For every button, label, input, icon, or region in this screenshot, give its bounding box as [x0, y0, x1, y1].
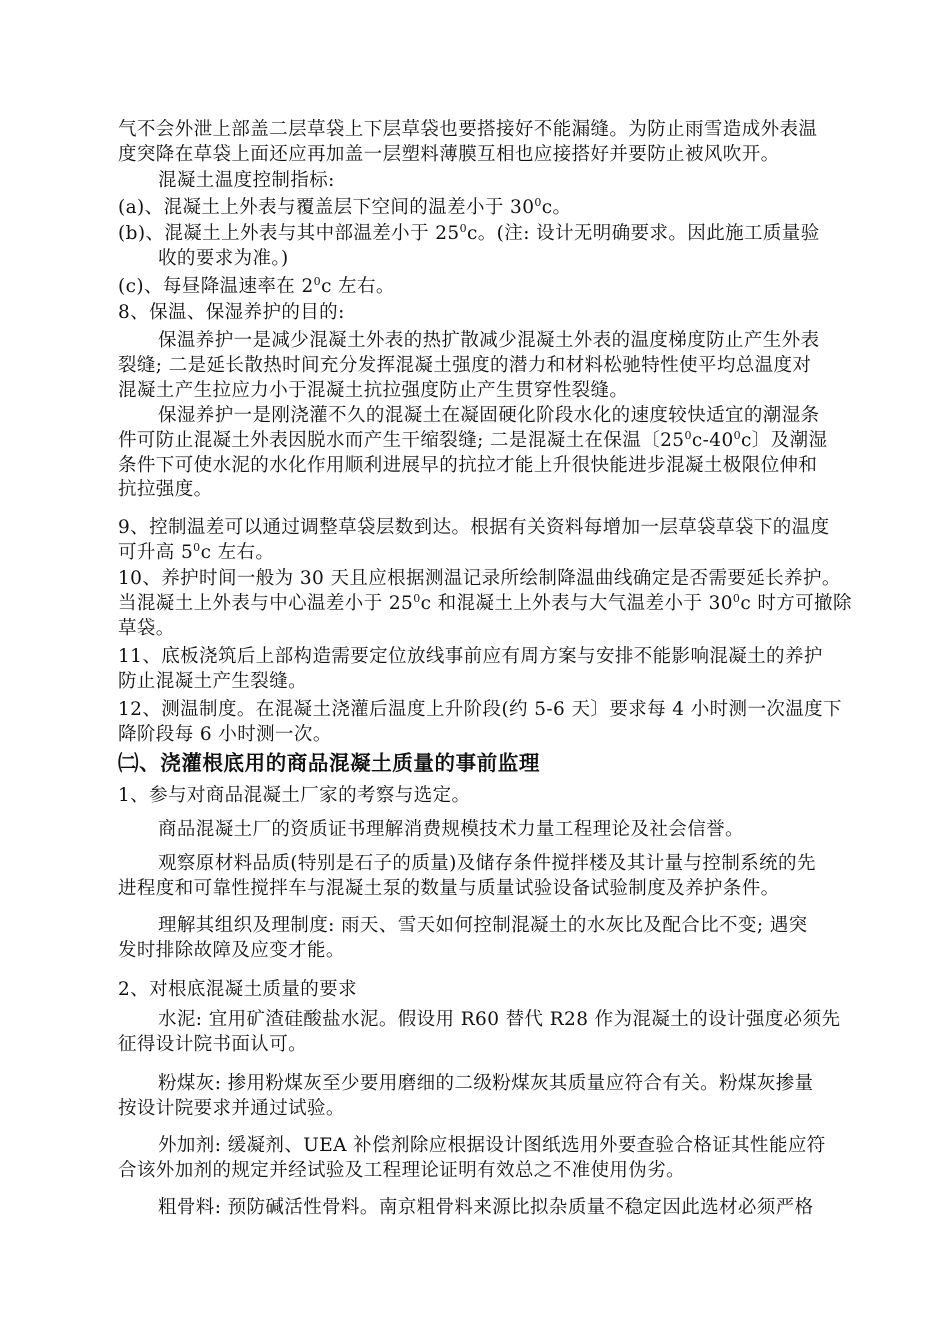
paragraph — [118, 1008, 841, 1058]
text-line: 10、养护时间一般为 30 天且应根据测温记录所绘制降温曲线确定是否需要延长养护。 — [118, 568, 841, 589]
text-line: 商品混凝土厂的资质证书理解消费规模技术力量工程理论及社会信誉。 — [158, 819, 744, 840]
text-line: 抗拉强度。 — [118, 479, 213, 501]
text-line: 件可防止混凝土外表因脱水而产生干缩裂缝; 二是混凝土在保温〔$25^0c-40^0c$〕及潮湿 — [118, 428, 828, 451]
section-heading — [118, 750, 834, 776]
text-line: 混凝土产生拉应力小于混凝土抗拉强度防止产生贯穿性裂缝。 — [118, 379, 629, 401]
text-line: 降阶段每 6 小时测一次。 — [118, 723, 332, 745]
text-line: 外加剂: 缓凝剂、UEA 补偿剂除应根据设计图纸选用外要查验合格证其性能应符 — [158, 1135, 826, 1156]
paragraph — [118, 1134, 834, 1184]
text-line: 度突降在草袋上面还应再加盖一层塑料薄膜互相也应接搭好并要防止被风吹开。 — [118, 143, 780, 165]
paragraph — [118, 118, 834, 168]
text-line: 1、参与对商品混凝土厂家的考察与选定。 — [118, 785, 471, 806]
paragraph — [118, 1196, 834, 1221]
text-line: 收的要求为准。) — [158, 247, 289, 269]
paragraph — [118, 404, 834, 503]
text-line: 当混凝土上外表与中心温差小于 $25^0c$ 和混凝土上外表与大气温差小于 $30^0c$ 时方可撤除 — [118, 591, 852, 614]
text-line: 11、底板浇筑后上部构造需要定位放线事前应有周方案与安排不能影响混凝土的养护 — [118, 646, 823, 667]
text-line: 气不会外泄上部盖二层草袋上下层草袋也要搭接好不能漏缝。为防止雨雪造成外表温 — [118, 119, 818, 140]
paragraph — [118, 978, 834, 1003]
text-line: 进程度和可靠性搅拌车与混凝土泵的数量与质量试验设备试验制度及养护条件。 — [118, 877, 780, 899]
text-line: (b)、混凝土上外表与其中部温差小于 $25^0c$。(注: 设计无明确要求。因此施工质量验 — [118, 222, 820, 244]
text-line: 9、控制温差可以通过调整草袋层数到达。根据有关资料每增加一层草袋草袋下的温度 — [118, 517, 830, 538]
text-line: 2、对根底混凝土质量的要求 — [118, 979, 357, 1000]
text-line: 可升高 $5^0c$ 左右。 — [118, 540, 275, 563]
paragraph — [118, 329, 834, 403]
text-line: 防止混凝土产生裂缝。 — [118, 670, 308, 692]
text-line: 发时排除故障及应变才能。 — [118, 939, 345, 961]
paragraph — [118, 698, 842, 748]
text-line: (a)、混凝土上外表与覆盖层下空间的温差小于 $30^0c$。 — [118, 196, 572, 218]
text-line: 按设计院要求并通过试验。 — [118, 1097, 345, 1119]
paragraph — [118, 1072, 834, 1122]
text-line: 条件下可使水泥的水化作用顺利进展早的抗拉才能上升很快能进步混凝土极限位伸和 — [118, 454, 818, 476]
text-line: 保湿养护一是刚浇灌不久的混凝土在凝固硬化阶段水化的速度较快适宜的潮湿条 — [158, 405, 820, 426]
paragraph — [118, 222, 834, 272]
paragraph — [118, 914, 834, 964]
text-line: 合该外加剂的规定并经试验及工程理论证明有效总之不准使用伪劣。 — [118, 1159, 686, 1181]
text-line: 征得设计院书面认可。 — [118, 1033, 308, 1055]
paragraph — [118, 275, 834, 300]
text-line: 裂缝; 二是延长散热时间充分发挥混凝土强度的潜力和材料松驰特性使平均总温度对 — [118, 354, 812, 376]
text-line: 草袋。 — [118, 617, 175, 639]
text-line: 理解其组织及理制度: 雨天、雪天如何控制混凝土的水灰比及配合比不变; 遇突 — [158, 915, 808, 936]
text-line: 粉煤灰: 掺用粉煤灰至少要用磨细的二级粉煤灰其质量应符合有关。粉煤灰掺量 — [158, 1073, 814, 1094]
paragraph — [118, 196, 834, 221]
paragraph — [118, 567, 852, 641]
text-line: 8、保温、保湿养护的目的: — [118, 302, 345, 323]
text-line: (c)、每昼降温速率在 $2^0c$ 左右。 — [118, 275, 395, 297]
paragraph — [118, 516, 834, 566]
text-line: 粗骨料: 预防碱活性骨料。南京粗骨料来源比拟杂质量不稳定因此选材必须严格 — [158, 1197, 814, 1218]
paragraph — [118, 784, 834, 809]
paragraph — [118, 818, 834, 843]
text-line: ㈡、浇灌根底用的商品混凝土质量的事前监理 — [118, 751, 540, 775]
text-line: 水泥: 宜用矿渣硅酸盐水泥。假设用 R60 替代 R28 作为混凝土的设计强度必须先 — [158, 1009, 841, 1030]
text-line: 混凝土温度控制指标: — [158, 170, 335, 191]
text-line: 保温养护一是减少混凝土外表的热扩散减少混凝土外表的温度梯度防止产生外表 — [158, 330, 820, 351]
paragraph — [118, 169, 834, 194]
text-line: 12、测温制度。在混凝土浇灌后温度上升阶段(约 5-6 天〕要求每 4 小时测一次温度下 — [118, 699, 842, 720]
paragraph — [118, 645, 834, 695]
text-line: 观察原材料品质(特别是石子的质量)及储存条件搅拌楼及其计量与控制系统的先 — [158, 853, 816, 874]
paragraph — [118, 852, 834, 902]
paragraph — [118, 301, 834, 326]
